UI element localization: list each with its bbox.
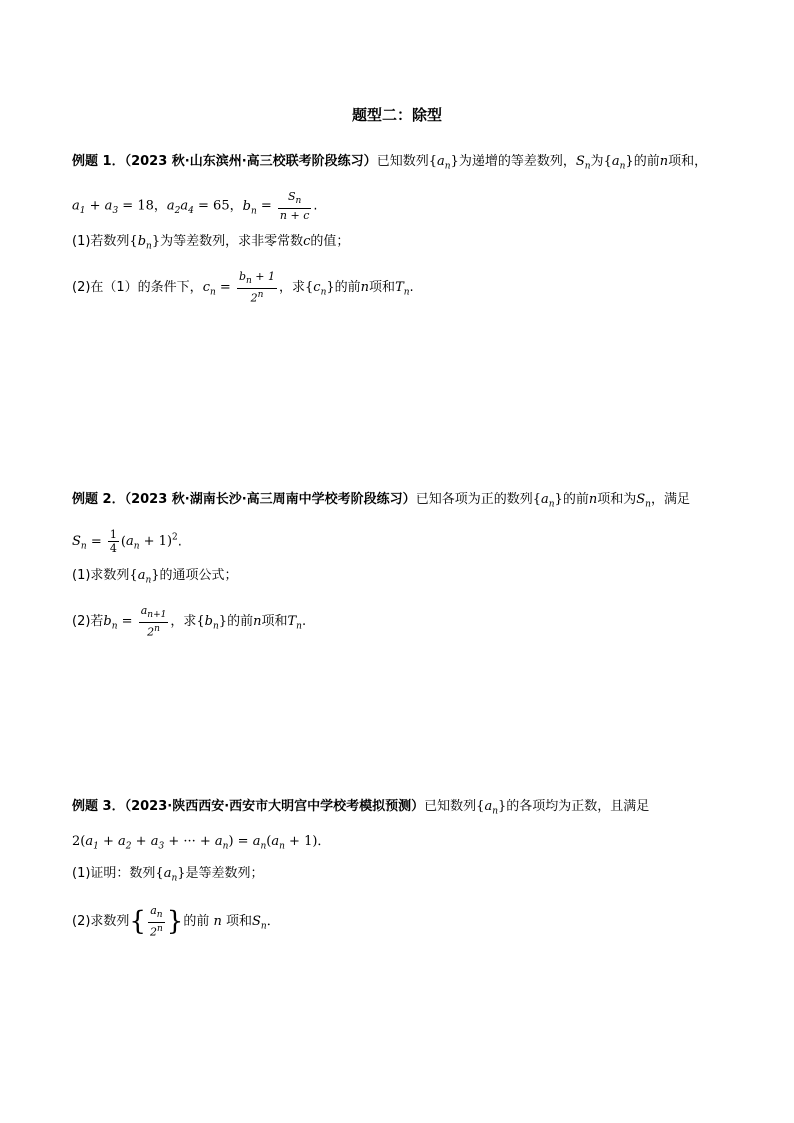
example-1-source: （2023 秋·山东滨州·高三校联考阶段练习） [124,154,377,169]
example-3-source: （2023·陕西西安·西安市大明宫中学校考模拟预测） [124,799,425,814]
example-1-question-2: (2)在（1）的条件下，$c_n$ = $\frac{b_n + 1}{2^n}$ ，求$\{c_n\}$的前n项和$T_n$. [72,270,414,305]
example-1-stem: 例题 1．（2023 秋·山东滨州·高三校联考阶段练习）已知数列$\{a_n\}$为递增的等差数列，$S_n$为$\{a_n\}$的前n项和， [72,154,708,172]
page-title: 题型二：除型 [351,106,442,124]
example-3-condition: $2(a_1 + a_2 + a_3$ + ··· + $a_n) = a_n(a_n + 1)$． [72,834,331,852]
example-3-stem: 例题 3．（2023·陕西西安·西安市大明宫中学校考模拟预测）已知数列$\{a_n\}$的各项均为正数，且满足 [72,799,650,817]
example-3-question-2: (2)求数列{ $\frac{a_n}{2^n}$ }的前 n 项和$S_n$． [72,904,280,939]
example-3-label: 例题 3 [72,799,112,814]
example-3-question-1: (1)证明：数列$\{a_n\}$是等差数列； [72,866,264,884]
example-2-label: 例题 2 [72,492,112,507]
example-2-condition: $S_n$ = $\frac{1}{4}$ $(a_n + 1)^2$. [72,528,182,556]
example-2-source: （2023 秋·湖南长沙·高三周南中学校考阶段练习） [124,492,416,507]
example-2-stem: 例题 2．（2023 秋·湖南长沙·高三周南中学校考阶段练习）已知各项为正的数列$\{a_n\}$的前n项和为$S_n$，满足 [72,492,690,510]
example-2-question-1: (1)求数列$\{a_n\}$的通项公式； [72,568,238,586]
example-2-question-2: (2)若$b_n$ = $\frac{a_{n+1}}{2^n}$ ，求$\{b_n\}$的前n项和$T_n$. [72,604,307,639]
example-1-conditions: $a_1 + a_3 = 18$，$a_2a_4 = 65$，$b_n$ = $\frac{S_n}{n + c}$ . [72,190,318,223]
example-1-label: 例题 1 [72,154,112,169]
example-1-question-1: (1)若数列$\{b_n\}$为等差数列，求非零常数c的值； [72,234,350,252]
